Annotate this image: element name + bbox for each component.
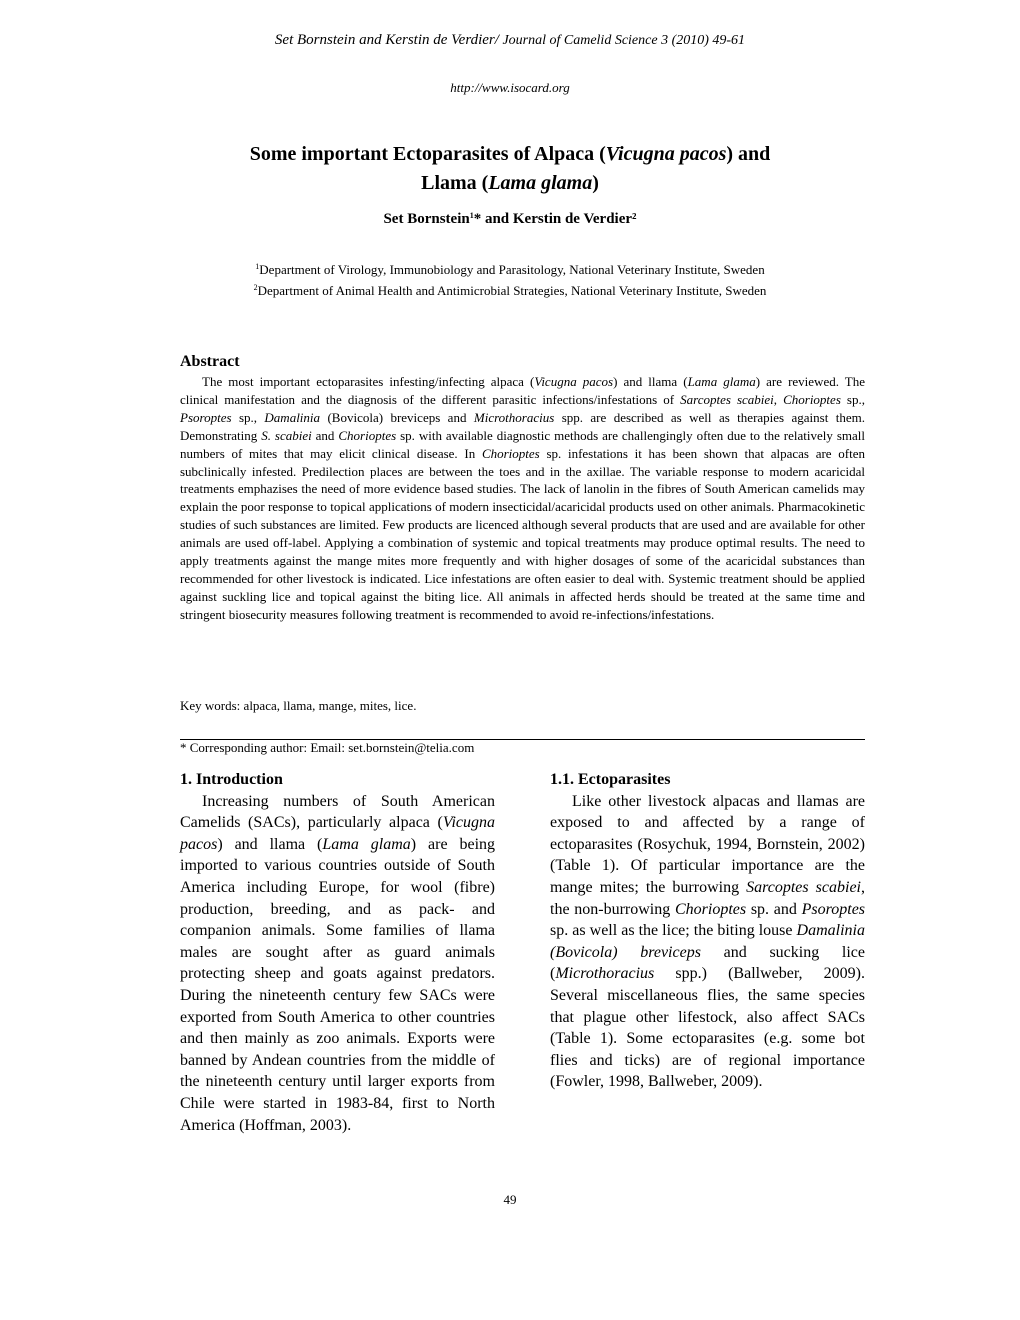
affiliations [0, 258, 1020, 300]
text-run: sp. infestations it has been shown that alpacas are often subclinically infested. Predilection places are between the toes and in the axillae. The variable response to modern acaricidal treatments emphazises the need of more evidence based studies. The lack of lanolin in the fibres of South American camelids may explain the poor response to topical applications of modern insecticidal/acaricidal products used on other animals. Pharmacokinetic studies of such substances are limited. Few products are licenced although several products that are used and are available for other animals are used off-label. Applying a combination of systemic and topical treatments may produce optimal results. The need to apply treatments against the mange mites more frequently and with higher dosages of some of the acaricidal substances than recommended for other livestock is indicated. Lice infestations are often easier to deal with. Systemic treatment should be applied against suckling lice and topical against the biting lice. All animals in affected herds should be treated at the same time and stringent biosecurity measures following treatment is recommended to avoid re-infections/infestations. [180, 445, 865, 622]
text-run: ) are being imported to various countries outside of South America including Europe, for wool (fibre) production, breeding, and as pack- and companion animals. Some families of llama males are sought after as guard animals protecting sheep and goats against predators. During the nineteenth century few SACs were exported from South America to other countries and then mainly as zoo animals. Exports were banned by Andean countries from the middle of the nineteenth century until larger exports from Chile were started in 1983-84, first to North America (Hoffman, 2003). [180, 835, 496, 1134]
ectoparasites-paragraph [550, 791, 865, 1093]
author-rest: * and Kerstin de Verdier² [473, 211, 637, 227]
column-right [550, 769, 865, 1093]
italic-text: Damalinia (Bovicola) breviceps [550, 922, 865, 961]
text-run: spp. are described as well as therapies against them. Demonstrating [180, 409, 865, 443]
italic-text: Sarcoptes scabiei [746, 878, 861, 896]
affiliation-2 [0, 279, 1020, 300]
text-run: sp. as well as the lice; the biting louse [550, 922, 797, 940]
running-authors: Set Bornstein and Kerstin de Verdier/ [274, 32, 499, 48]
italic-text: Vicugna pacos [605, 143, 727, 165]
italic-text: Chorioptes [674, 900, 747, 918]
italic-text: Psoroptes [801, 900, 866, 918]
text-run: ) and llama ( [613, 374, 688, 389]
italic-text: Microthoracius [555, 965, 655, 983]
italic-text: Sarcoptes scabiei [680, 391, 774, 407]
italic-text: Microthoracius [473, 409, 555, 425]
italic-text: Lama glama [687, 374, 756, 389]
text-run: ) and llama ( [217, 835, 323, 853]
introduction-paragraph [180, 791, 495, 1137]
text-run: ) [592, 172, 599, 194]
text-run: ) and [726, 143, 771, 165]
italic-text: Chorioptes [481, 445, 540, 461]
keywords: Key words: alpaca, llama, mange, mites, lice. [180, 698, 417, 713]
text-run: , the non-burrowing [550, 878, 865, 918]
text-run: Some important Ectoparasites of Alpaca ( [249, 143, 606, 165]
italic-text: Lama glama [488, 172, 593, 194]
column-left [180, 769, 495, 1136]
running-header [0, 32, 1020, 49]
affiliation-text: Department of Animal Health and Antimicrobial Strategies, National Veterinary Institute, Sweden [257, 283, 767, 298]
text-run: sp., [231, 409, 265, 425]
author-1: Set Bornstein [383, 211, 470, 227]
italic-text: Chorioptes [783, 391, 841, 407]
author-line [0, 211, 1020, 228]
text-run: sp. with available diagnostic methods are challengingly often due to the relatively small numbers of mites that may elicit clinical disease. In [180, 427, 865, 461]
text-run: Increasing numbers of South American Camelids (SACs), particularly alpaca ( [180, 792, 495, 832]
italic-text: Psoroptes [180, 409, 232, 425]
italic-text: Vicugna pacos [534, 374, 614, 389]
text-run: ) are reviewed. The clinical manifestation and the diagnosis of the different parasitic infections/infestations of [180, 374, 865, 407]
corresponding-author: * Corresponding author: Email: set.bornstein@telia.com [180, 740, 475, 755]
italic-text: S. scabiei [261, 427, 312, 443]
text-run: The most important ectoparasites infesting/infecting alpaca ( [202, 374, 535, 389]
text-run: (Bovicola) breviceps and [320, 409, 474, 425]
journal-citation: Journal of Camelid Science 3 (2010) 49-61 [498, 33, 746, 48]
affiliation-text: Department of Virology, Immunobiology and Parasitology, National Veterinary Institute, Sweden [259, 262, 765, 277]
italic-text: Vicugna pacos [180, 814, 495, 853]
text-run: sp., [840, 391, 865, 407]
text-run: Llama ( [421, 172, 489, 194]
page-number: 49 [503, 1192, 517, 1207]
section-heading-introduction: 1. Introduction [180, 771, 283, 788]
affiliation-marker: 2 [253, 283, 258, 292]
italic-text: Chorioptes [338, 427, 397, 443]
affiliation-1 [0, 258, 1020, 279]
italic-text: Damalinia [264, 409, 321, 425]
text-run: spp.) (Ballweber, 2009). Several miscellaneous flies, the same species that plague other lifestock, also affect SACs (Table 1). Some ectoparasites (e.g. some bot flies and ticks) are of regional importance (Fowler, 1998, Ballweber, 2009). [550, 965, 865, 1091]
abstract-body [180, 373, 865, 624]
italic-text: Lama glama [322, 835, 411, 853]
journal-url[interactable]: http://www.isocard.org [450, 80, 570, 95]
author-1-affil: 1 [469, 211, 474, 220]
affiliation-marker: 1 [255, 262, 260, 271]
text-run: Like other livestock alpacas and llamas are exposed to and affected by a range of ectoparasites (Rosychuk, 1994, Bornstein, 2002) (Table 1). Of particular importance are the mange mites; the burrowing [550, 792, 865, 896]
section-heading-ectoparasites: 1.1. Ectoparasites [550, 771, 671, 788]
text-run: sp. and [746, 900, 802, 918]
paper-title [0, 140, 1020, 198]
text-run: , [773, 391, 784, 407]
text-run: and sucking lice ( [550, 943, 866, 983]
text-run: and [311, 427, 339, 443]
abstract-heading: Abstract [180, 353, 240, 370]
